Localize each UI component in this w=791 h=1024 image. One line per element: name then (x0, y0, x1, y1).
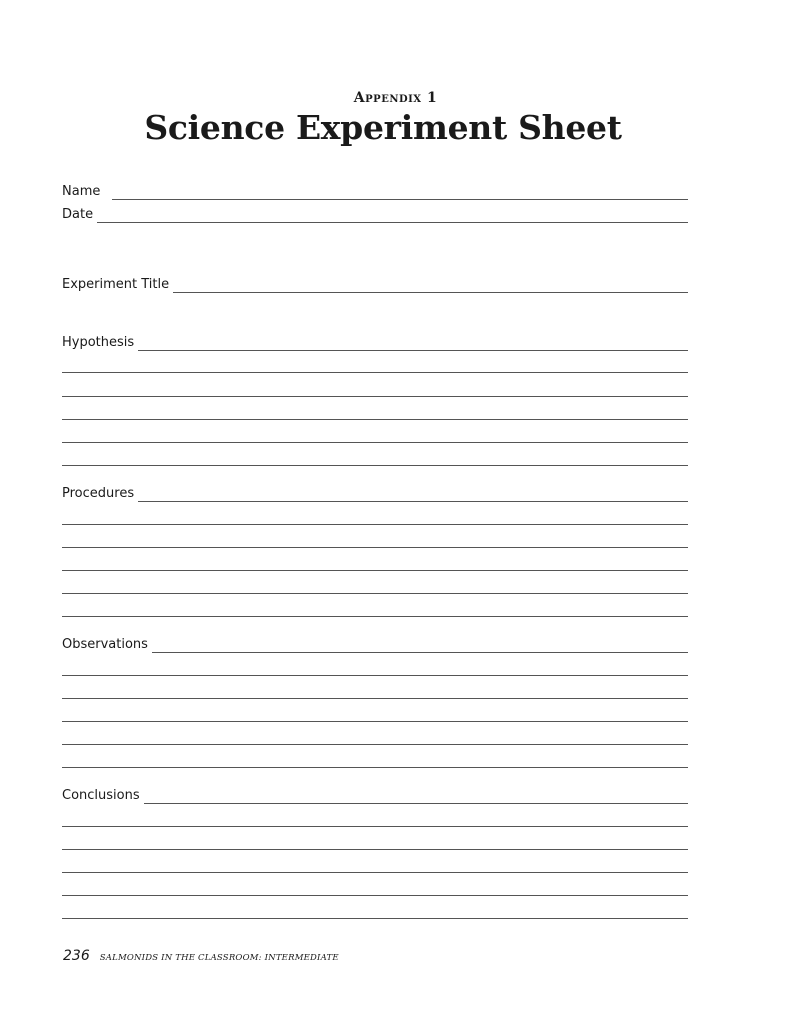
hypothesis-line[interactable] (62, 396, 688, 397)
hypothesis-line[interactable] (62, 372, 688, 373)
conclusions-line[interactable] (62, 895, 688, 896)
procedures-line[interactable] (62, 547, 688, 548)
observations-line[interactable] (62, 721, 688, 722)
page-title: Science Experiment Sheet (144, 108, 622, 147)
conclusions-field[interactable] (62, 785, 688, 805)
page-number: 236 (63, 948, 90, 964)
name-label: Name (62, 184, 101, 199)
procedures-input-line[interactable] (138, 501, 688, 502)
experiment-title-field[interactable] (62, 274, 688, 294)
name-input-line[interactable] (112, 199, 688, 200)
name-field[interactable] (62, 181, 688, 201)
appendix-label: Appendix 1 (353, 90, 438, 106)
observations-line[interactable] (62, 675, 688, 676)
date-label: Date (62, 207, 94, 222)
date-field[interactable] (62, 204, 688, 224)
conclusions-line[interactable] (62, 849, 688, 850)
procedures-line[interactable] (62, 616, 688, 617)
experiment-title-label: Experiment Title (62, 277, 170, 292)
experiment-title-input-line[interactable] (173, 292, 688, 293)
procedures-line[interactable] (62, 593, 688, 594)
conclusions-line[interactable] (62, 872, 688, 873)
hypothesis-input-line[interactable] (138, 350, 688, 351)
hypothesis-label: Hypothesis (62, 335, 135, 350)
observations-line[interactable] (62, 698, 688, 699)
procedures-field[interactable] (62, 483, 688, 503)
observations-field[interactable] (62, 634, 688, 654)
hypothesis-field[interactable] (62, 332, 688, 352)
hypothesis-line[interactable] (62, 465, 688, 466)
observations-line[interactable] (62, 767, 688, 768)
conclusions-line[interactable] (62, 826, 688, 827)
procedures-line[interactable] (62, 570, 688, 571)
conclusions-line[interactable] (62, 918, 688, 919)
date-input-line[interactable] (97, 222, 688, 223)
observations-line[interactable] (62, 744, 688, 745)
page-footer (63, 948, 339, 964)
book-title: SALMONIDS IN THE CLASSROOM: INTERMEDIATE (99, 953, 339, 963)
conclusions-input-line[interactable] (144, 803, 688, 804)
conclusions-label: Conclusions (62, 788, 140, 803)
observations-label: Observations (62, 637, 148, 652)
observations-input-line[interactable] (152, 652, 688, 653)
hypothesis-line[interactable] (62, 419, 688, 420)
procedures-label: Procedures (62, 486, 135, 501)
procedures-line[interactable] (62, 524, 688, 525)
hypothesis-line[interactable] (62, 442, 688, 443)
